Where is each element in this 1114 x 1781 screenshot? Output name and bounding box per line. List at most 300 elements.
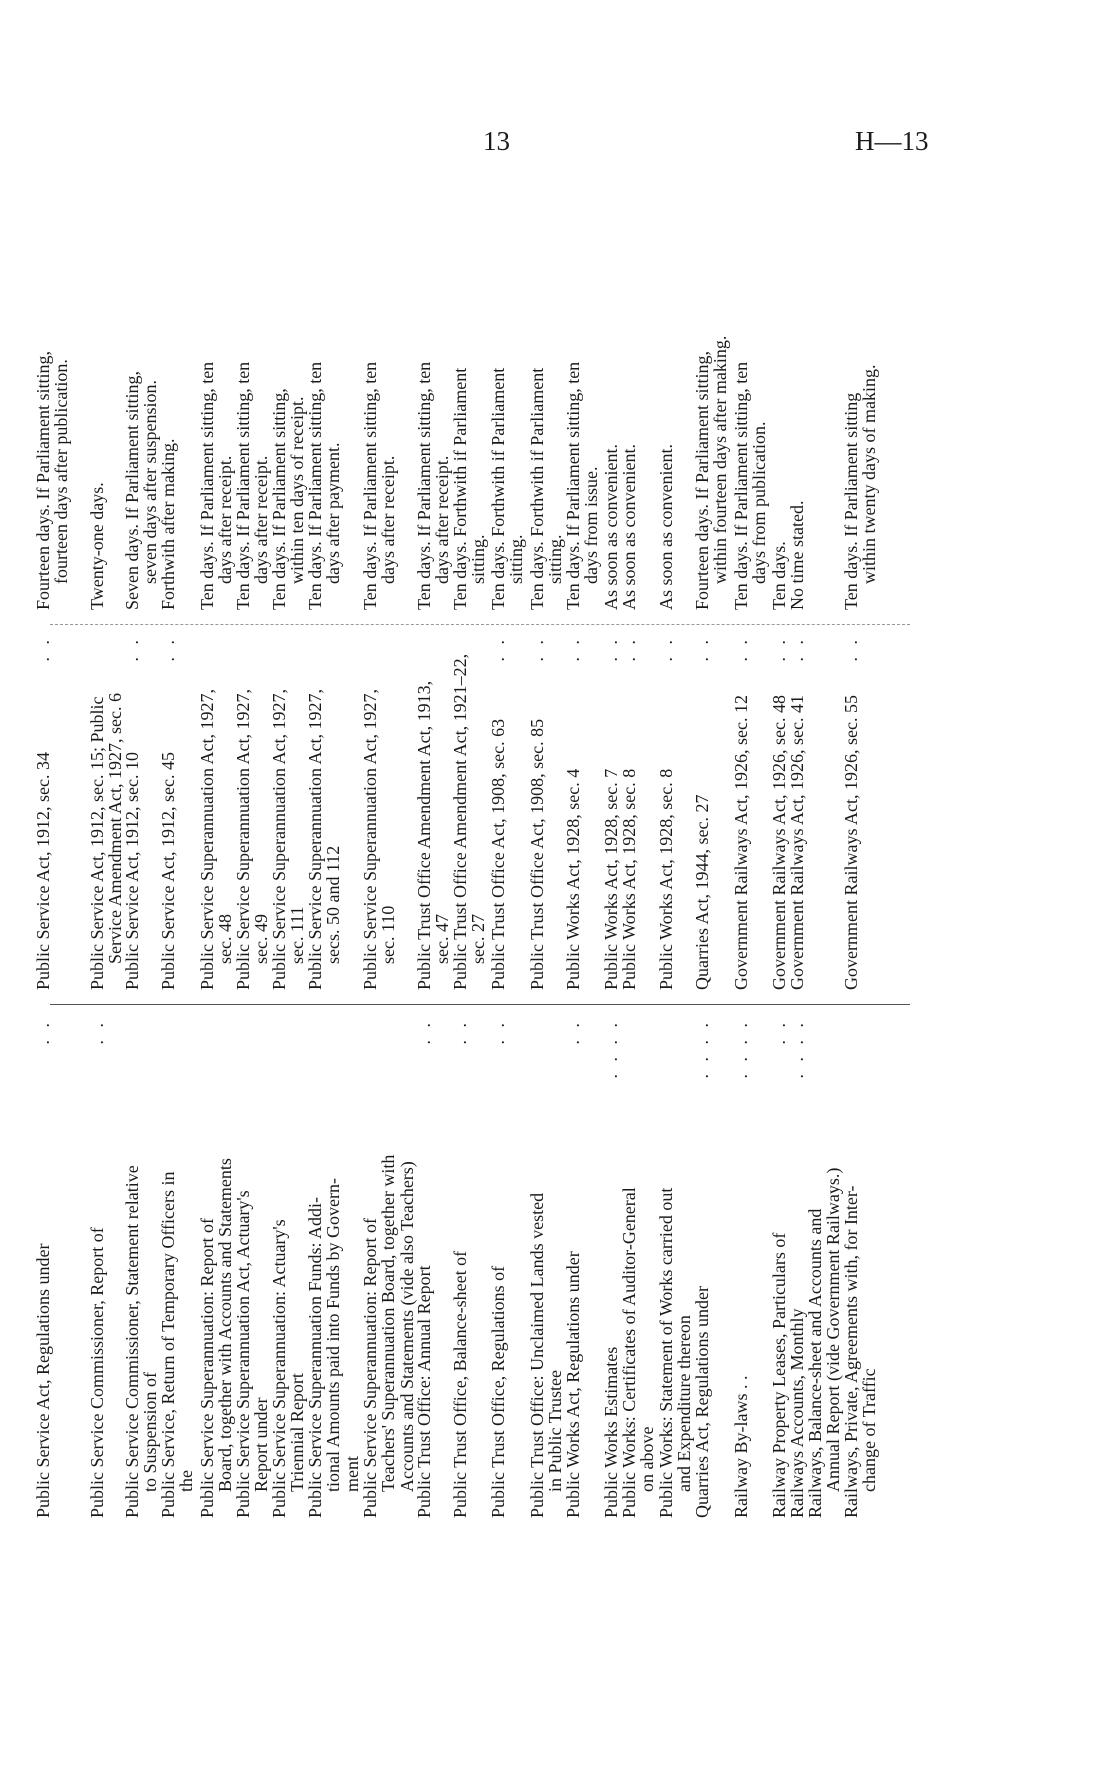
subject-cell <box>788 1013 806 1518</box>
cell-text: Public Service Superannuation Funds: Addi- <box>305 1197 325 1518</box>
cell-line <box>52 200 70 610</box>
cell-text: Government Railways Act, 1926, sec. 12 <box>731 695 751 990</box>
cell-line <box>451 630 469 990</box>
subject-cell <box>806 1013 843 1518</box>
cell-text: Public Works Act, 1928, sec. 7 <box>601 768 621 990</box>
cell-line <box>770 630 788 990</box>
cell-line <box>234 1013 252 1518</box>
cell-line <box>324 1013 342 1518</box>
cell-text: Ten days. If Parliament sitting, ten <box>563 361 583 610</box>
cell-line <box>788 630 806 990</box>
dot-leader: . . <box>563 1019 583 1045</box>
cell-line <box>216 200 234 610</box>
cell-text: on above <box>637 1426 658 1492</box>
subject-cell <box>693 1013 711 1518</box>
cell-line <box>141 1013 159 1518</box>
cell-line <box>657 630 675 990</box>
time-cell <box>123 200 160 610</box>
subject-cell <box>489 1013 507 1518</box>
cell-text: As soon as convenient. <box>656 444 676 610</box>
cell-text: Public Service Superannuation Act, 1927, <box>197 689 217 990</box>
time-cell <box>361 200 398 610</box>
time-cell <box>88 200 106 610</box>
dot-leader: . . . . <box>601 1019 621 1079</box>
cell-text: Public Service Act, 1912, sec. 15; Public <box>87 696 107 990</box>
cell-line <box>234 630 252 990</box>
cell-line <box>469 200 487 610</box>
subject-cell <box>770 1013 788 1518</box>
authority-cell <box>528 630 546 990</box>
cell-line <box>379 1013 397 1518</box>
cell-line <box>270 1013 288 1518</box>
cell-line <box>842 1013 860 1518</box>
subject-cell <box>159 1013 196 1518</box>
dot-leader: . . <box>656 636 676 662</box>
cell-line <box>842 200 860 610</box>
cell-text: days after receipt. <box>251 455 272 584</box>
time-cell <box>693 200 730 610</box>
cell-text: in Public Trustee <box>545 1369 566 1492</box>
cell-text: sitting. <box>506 534 527 584</box>
time-cell <box>564 200 601 610</box>
cell-line <box>415 200 433 610</box>
cell-text: Public Service Act, Regulations under <box>33 1243 53 1518</box>
cell-line <box>415 1013 433 1518</box>
time-cell <box>489 200 526 610</box>
cell-text: secs. 50 and 112 <box>323 845 344 964</box>
cell-text: Public Service Superannuation: Report of <box>360 1218 380 1518</box>
authority-cell <box>657 630 675 990</box>
cell-line <box>288 1013 306 1518</box>
cell-text: No time stated. <box>787 500 807 610</box>
cell-line <box>177 1013 195 1518</box>
authority-cell <box>123 630 141 990</box>
cell-text: Railway By-laws . . <box>731 1375 751 1518</box>
cell-line <box>788 200 806 610</box>
cell-line <box>564 630 582 990</box>
cell-text: Public Service Superannuation: Report of <box>197 1218 217 1518</box>
cell-line <box>252 200 270 610</box>
cell-line <box>252 1013 270 1518</box>
subject-cell <box>306 1013 361 1518</box>
cell-line <box>34 1013 52 1518</box>
cell-line <box>451 200 469 610</box>
cell-line <box>361 1013 379 1518</box>
dot-leader: . . <box>122 636 142 662</box>
dot-leader: . . <box>787 636 807 662</box>
subject-cell <box>842 1013 879 1518</box>
cell-text: sec. 110 <box>378 905 399 964</box>
cell-line <box>141 200 159 610</box>
cell-text: Triennial Report <box>287 1373 308 1492</box>
cell-line <box>198 200 216 610</box>
cell-text: Quarries Act, 1944, sec. 27 <box>692 794 712 990</box>
authority-cell <box>842 630 860 990</box>
cell-text: to Suspension of <box>140 1371 161 1492</box>
time-cell <box>234 200 271 610</box>
cell-text: within ten days of receipt. <box>287 396 308 584</box>
time-cell <box>788 200 806 610</box>
cell-text: Ten days. Forthwith if Parliament <box>527 367 547 610</box>
cell-line <box>693 630 711 990</box>
cell-line <box>159 1013 177 1518</box>
cell-text: Railway Property Leases, Particulars of <box>769 1232 789 1518</box>
cell-line <box>252 630 270 990</box>
cell-line <box>324 200 342 610</box>
cell-line <box>806 1013 824 1518</box>
cell-line <box>620 200 638 610</box>
time-cell <box>306 200 343 610</box>
cell-text: Forthwith after making. <box>158 438 178 610</box>
dot-leader: . . <box>33 1019 53 1045</box>
time-cell <box>620 200 638 610</box>
cell-text: change of Traffic <box>859 1368 880 1492</box>
cell-line <box>433 200 451 610</box>
time-cell <box>602 200 620 610</box>
cell-text: As soon as convenient. <box>619 444 639 610</box>
cell-line <box>379 630 397 990</box>
rotated-table <box>30 200 930 1530</box>
cell-line <box>433 630 451 990</box>
cell-line <box>415 630 433 990</box>
subject-cell <box>123 1013 160 1518</box>
cell-text: Public Works Act, 1928, sec. 4 <box>563 768 583 990</box>
dot-leader: . . <box>158 636 178 662</box>
time-cell <box>34 200 71 610</box>
cell-text: days after payment. <box>323 442 344 584</box>
cell-text: Government Railways Act, 1926, sec. 48 <box>769 695 789 990</box>
cell-text: fourteen days after publication. <box>51 359 72 584</box>
cell-text: days after receipt. <box>432 455 453 584</box>
time-cell <box>451 200 488 610</box>
dot-leader: . . <box>563 636 583 662</box>
subject-cell <box>34 1013 52 1518</box>
dot-leader: . . <box>488 1019 508 1045</box>
cell-text: within twenty days of making. <box>859 364 880 584</box>
cell-text: As soon as convenient. <box>601 444 621 610</box>
cell-text: within fourteen days after making. <box>710 335 731 584</box>
cell-line <box>159 200 177 610</box>
cell-text: tional Amounts paid into Funds by Govern- <box>323 1178 344 1492</box>
authority-cell <box>198 630 235 990</box>
cell-line <box>88 630 106 990</box>
authority-cell <box>489 630 507 990</box>
cell-text: Annual Report (vide Government Railways.) <box>823 1167 844 1492</box>
dot-leader: . . <box>841 636 861 662</box>
cell-line <box>528 1013 546 1518</box>
cell-line <box>123 630 141 990</box>
cell-text: Teachers' Superannuation Board, together with <box>378 1154 399 1492</box>
authority-cell <box>361 630 398 990</box>
cell-text: Service Amendment Act, 1927, sec. 6 <box>105 693 126 964</box>
cell-text: and Expenditure thereon <box>674 1315 695 1492</box>
subject-cell <box>451 1013 469 1518</box>
cell-line <box>732 1013 750 1518</box>
time-cell <box>159 200 177 610</box>
cell-text: Ten days. If Parliament sitting, ten <box>305 361 325 610</box>
cell-text: Board, together with Accounts and Statements <box>215 1158 236 1492</box>
subject-cell <box>198 1013 235 1518</box>
cell-line <box>198 630 216 990</box>
cell-text: Public Service Act, 1912, sec. 34 <box>33 752 53 990</box>
subject-cell <box>415 1013 433 1518</box>
cell-line <box>620 630 638 990</box>
cell-line <box>361 200 379 610</box>
time-cell <box>842 200 879 610</box>
cell-line <box>234 200 252 610</box>
cell-text: Report under <box>251 1397 272 1492</box>
time-cell <box>732 200 769 610</box>
dot-leader: . . <box>601 636 621 662</box>
authority-cell <box>788 630 806 990</box>
cell-text: Public Service Superannuation Act, Actuary's <box>233 1190 253 1518</box>
dot-leader: . . <box>731 636 751 662</box>
cell-text: days after receipt. <box>378 455 399 584</box>
cell-text: Ten days. If Parliament sitting, ten <box>360 361 380 610</box>
subject-cell <box>234 1013 271 1518</box>
cell-text: Ten days. If Parliament sitting <box>841 392 861 610</box>
dot-leader: . . <box>414 1019 434 1045</box>
cell-line <box>675 1013 693 1518</box>
dot-leader: . . <box>769 1019 789 1045</box>
cell-text: days from issue. <box>581 466 602 584</box>
cell-text: Public Works Act, Regulations under <box>563 1251 583 1518</box>
cell-line <box>306 630 324 990</box>
cell-line <box>528 630 546 990</box>
cell-text: Public Service Superannuation: Actuary's <box>269 1219 289 1518</box>
cell-text: Public Trust Office Act, 1908, sec. 85 <box>527 718 547 990</box>
subject-cell <box>657 1013 694 1518</box>
cell-text: Railways, Balance-sheet and Accounts and <box>805 1208 825 1518</box>
cell-line <box>693 1013 711 1518</box>
cell-line <box>123 1013 141 1518</box>
subject-cell <box>732 1013 750 1518</box>
cell-text: Public Service Superannuation Act, 1927, <box>269 689 289 990</box>
cell-text: Railways, Private, Agreements with, for Inter- <box>841 1185 861 1518</box>
cell-line <box>860 200 878 610</box>
cell-line <box>711 200 729 610</box>
authority-cell <box>602 630 620 990</box>
cell-text: seven days after suspension. <box>140 380 161 584</box>
cell-text: Public Trust Office: Unclaimed Lands vested <box>527 1192 547 1518</box>
cell-line <box>489 200 507 610</box>
authority-cell <box>451 630 488 990</box>
subject-cell <box>620 1013 657 1518</box>
cell-line <box>602 200 620 610</box>
cell-text: Accounts and Statements (vide also Teachers) <box>396 1161 417 1492</box>
cell-line <box>770 1013 788 1518</box>
cell-text: the <box>176 1470 197 1492</box>
cell-line <box>842 630 860 990</box>
column-divider <box>50 1004 910 1005</box>
authority-cell <box>306 630 343 990</box>
cell-line <box>343 1013 361 1518</box>
authority-cell <box>270 630 307 990</box>
document-reference: H—13 <box>855 126 929 156</box>
authority-cell <box>732 630 750 990</box>
cell-text: Public Trust Office: Annual Report <box>414 1265 434 1518</box>
cell-text: ment <box>341 1456 362 1492</box>
authority-cell <box>693 630 711 990</box>
cell-text: sec. 111 <box>287 906 308 964</box>
cell-text: sec. 48 <box>215 914 236 964</box>
cell-line <box>34 200 52 610</box>
cell-line <box>507 200 525 610</box>
cell-text: Public Trust Office Amendment Act, 1921–22, <box>450 653 470 990</box>
authority-cell <box>620 630 638 990</box>
cell-text: Public Works Act, 1928, sec. 8 <box>656 768 676 990</box>
dot-leader: . . <box>619 636 639 662</box>
cell-line <box>657 200 675 610</box>
cell-line <box>361 630 379 990</box>
cell-line <box>546 1013 564 1518</box>
cell-line <box>546 200 564 610</box>
cell-line <box>324 630 342 990</box>
cell-line <box>489 630 507 990</box>
cell-line <box>379 200 397 610</box>
cell-text: Ten days. Forthwith if Parliament <box>450 367 470 610</box>
authority-cell <box>770 630 788 990</box>
cell-line <box>216 1013 234 1518</box>
cell-line <box>693 200 711 610</box>
cell-text: sec. 27 <box>468 914 489 964</box>
cell-text: Quarries Act, Regulations under <box>692 1286 712 1518</box>
cell-text: Ten days. If Parliament sitting, ten <box>414 361 434 610</box>
authority-cell <box>234 630 271 990</box>
subject-cell <box>88 1013 106 1518</box>
cell-text: Public Service Act, 1912, sec. 10 <box>122 752 142 990</box>
authority-cell <box>88 630 125 990</box>
cell-line <box>306 200 324 610</box>
subject-cell <box>270 1013 307 1518</box>
dot-leader: . . <box>450 1019 470 1045</box>
cell-text: Fourteen days. If Parliament sitting, <box>692 351 712 610</box>
cell-text: Public Trust Office Amendment Act, 1913, <box>414 680 434 990</box>
cell-text: Public Service Commissioner, Statement relative <box>122 1165 142 1518</box>
cell-line <box>88 1013 106 1518</box>
cell-text: Government Railways Act, 1926, sec. 41 <box>787 695 807 990</box>
cell-line <box>288 200 306 610</box>
cell-line <box>732 630 750 990</box>
cell-text: Public Service Superannuation Act, 1927, <box>305 689 325 990</box>
authority-cell <box>34 630 52 990</box>
cell-text: sitting. <box>468 534 489 584</box>
cell-line <box>602 1013 620 1518</box>
cell-line <box>288 630 306 990</box>
cell-text: Public Service Superannuation Act, 1927, <box>360 689 380 990</box>
subject-cell <box>528 1013 565 1518</box>
cell-text: Seven days. If Parliament sitting, <box>122 371 142 610</box>
cell-line <box>732 200 750 610</box>
dot-leader: . . . . <box>787 1019 807 1079</box>
cell-line <box>198 1013 216 1518</box>
dot-leader: . . . . <box>692 1019 712 1079</box>
cell-text: Public Works: Statement of Works carried out <box>656 1187 676 1518</box>
dot-leader: . . <box>87 1019 107 1045</box>
cell-text: Ten days. If Parliament sitting, ten <box>731 361 751 610</box>
cell-line <box>657 1013 675 1518</box>
cell-line <box>88 200 106 610</box>
cell-text: sec. 47 <box>432 914 453 964</box>
cell-line <box>489 1013 507 1518</box>
time-cell <box>657 200 675 610</box>
time-cell <box>270 200 307 610</box>
cell-line <box>306 1013 324 1518</box>
cell-line <box>770 200 788 610</box>
cell-text: days from publication. <box>749 421 770 584</box>
dot-leader: . . <box>769 636 789 662</box>
cell-text: Public Service Act, 1912, sec. 45 <box>158 752 178 990</box>
cell-text: Ten days. If Parliament sitting, ten <box>233 361 253 610</box>
cell-line <box>582 200 600 610</box>
cell-line <box>564 200 582 610</box>
cell-line <box>34 630 52 990</box>
cell-text: days after receipt. <box>215 455 236 584</box>
cell-text: Public Service Commissioner, Report of <box>87 1227 107 1518</box>
cell-line <box>824 1013 842 1518</box>
cell-line <box>451 1013 469 1518</box>
subject-cell <box>564 1013 582 1518</box>
cell-text: Twenty-one days. <box>87 482 107 610</box>
cell-text: Public Trust Office Act, 1908, sec. 63 <box>488 718 508 990</box>
cell-line <box>123 200 141 610</box>
page-number: 13 <box>483 126 510 156</box>
dot-leader: . . <box>692 636 712 662</box>
cell-line <box>528 200 546 610</box>
column-divider <box>50 624 910 625</box>
cell-text: Fourteen days. If Parliament sitting, <box>33 351 53 610</box>
authority-cell <box>415 630 452 990</box>
cell-line <box>750 200 768 610</box>
time-cell <box>770 200 788 610</box>
cell-text: Railways Accounts, Monthly <box>787 1308 807 1518</box>
cell-text: Public Works Act, 1928, sec. 8 <box>619 768 639 990</box>
cell-text: sec. 49 <box>251 914 272 964</box>
cell-text: Public Service, Return of Temporary Officers in <box>158 1171 178 1518</box>
cell-line <box>860 1013 878 1518</box>
cell-line <box>638 1013 656 1518</box>
cell-line <box>564 1013 582 1518</box>
dot-leader: . . . . <box>731 1019 751 1079</box>
time-cell <box>415 200 452 610</box>
cell-text: Public Works Estimates <box>601 1346 621 1518</box>
dot-leader: . . <box>33 636 53 662</box>
cell-text: Ten days. If Parliament sitting, <box>269 388 289 610</box>
cell-line <box>620 1013 638 1518</box>
cell-text: Ten days. Forthwith if Parliament <box>488 367 508 610</box>
cell-text: sitting. <box>545 534 566 584</box>
cell-text: Ten days. <box>769 541 789 610</box>
time-cell <box>198 200 235 610</box>
subject-cell <box>361 1013 416 1518</box>
cell-text: Ten days. If Parliament sitting, ten <box>197 361 217 610</box>
cell-line <box>216 630 234 990</box>
dot-leader: . . <box>527 636 547 662</box>
cell-text: Public Trust Office, Regulations of <box>488 1265 508 1518</box>
cell-line <box>469 630 487 990</box>
cell-text: Public Works: Certificates of Auditor-General <box>619 1187 639 1518</box>
authority-cell <box>564 630 582 990</box>
subject-cell <box>602 1013 620 1518</box>
cell-text: Government Railways Act, 1926, sec. 55 <box>841 695 861 990</box>
cell-line <box>159 630 177 990</box>
cell-text: Public Trust Office, Balance-sheet of <box>450 1250 470 1518</box>
time-cell <box>528 200 565 610</box>
dot-leader: . . <box>488 636 508 662</box>
cell-text: Public Service Superannuation Act, 1927, <box>233 689 253 990</box>
cell-line <box>270 200 288 610</box>
cell-line <box>602 630 620 990</box>
